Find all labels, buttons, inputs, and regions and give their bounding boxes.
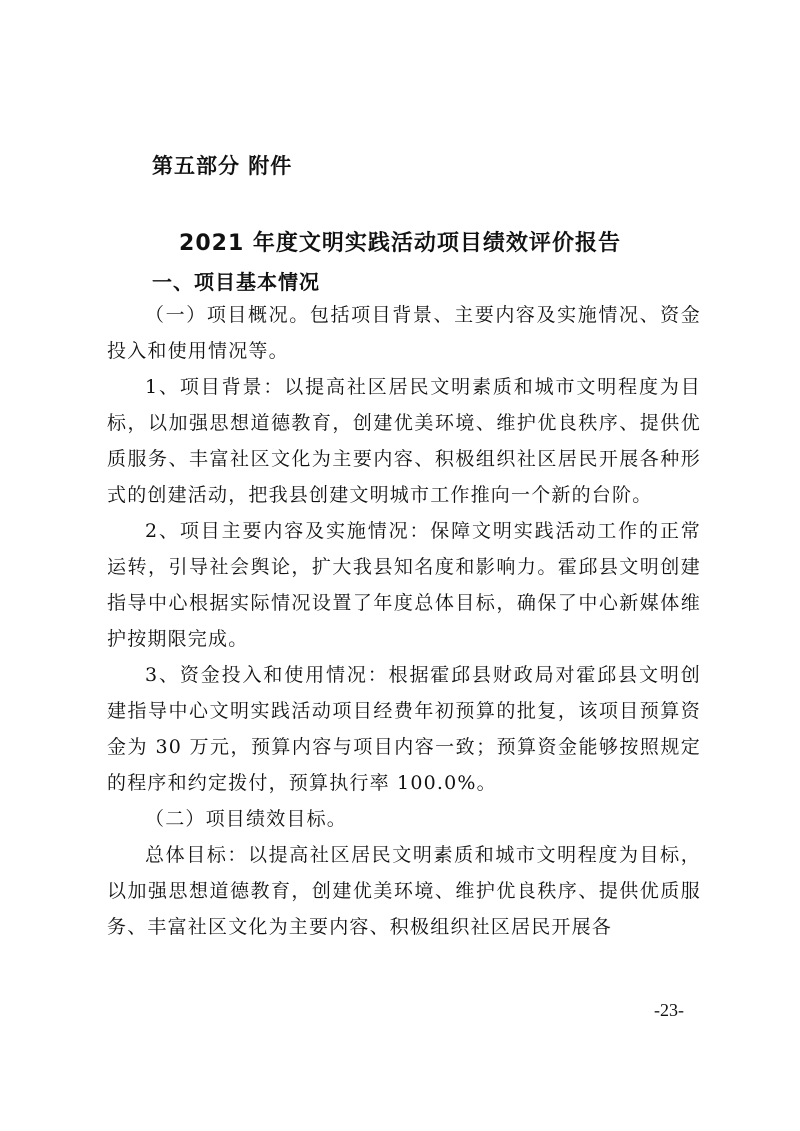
paragraph-performance-goals-heading: （二）项目绩效目标。 <box>145 808 348 830</box>
document-title: 2021 年度文明实践活动项目绩效评价报告 <box>179 231 621 256</box>
paragraph-funding: 3、资金投入和使用情况：根据霍邱县财政局对霍邱县文明创建指导中心文明实践活动项目经费年初预算的批复，该项目预算资金为 30 万元，预算内容与项目内容一致；预算资金能够按照规定的程序和约定拨付，预算执行率 100.0%。 <box>107 664 701 794</box>
paragraph-project-overview: （一）项目概况。包括项目背景、主要内容及实施情况、资金投入和使用情况等。 <box>107 304 701 362</box>
heading-basic-info: 一、项目基本情况 <box>152 270 320 294</box>
section-label: 第五部分 附件 <box>152 154 293 178</box>
paragraph-overall-goal: 总体目标：以提高社区居民文明素质和城市文明程度为目标，以加强思想道德教育，创建优美环境、维护优良秩序、提供优质服务、丰富社区文化为主要内容、积极组织社区居民开展各 <box>107 844 701 938</box>
page-number: -23- <box>654 1000 684 1020</box>
body-text <box>107 297 701 945</box>
paragraph-project-background: 1、项目背景：以提高社区居民文明素质和城市文明程度为目标，以加强思想道德教育，创建优美环境、维护优良秩序、提供优质服务、丰富社区文化为主要内容、积极组织社区居民开展各种形式的创建活动，把我县创建文明城市工作推向一个新的台阶。 <box>107 376 701 506</box>
paragraph-main-content: 2、项目主要内容及实施情况：保障文明实践活动工作的正常运转，引导社会舆论，扩大我县知名度和影响力。霍邱县文明创建指导中心根据实际情况设置了年度总体目标，确保了中心新媒体维护按期限完成。 <box>107 520 701 650</box>
